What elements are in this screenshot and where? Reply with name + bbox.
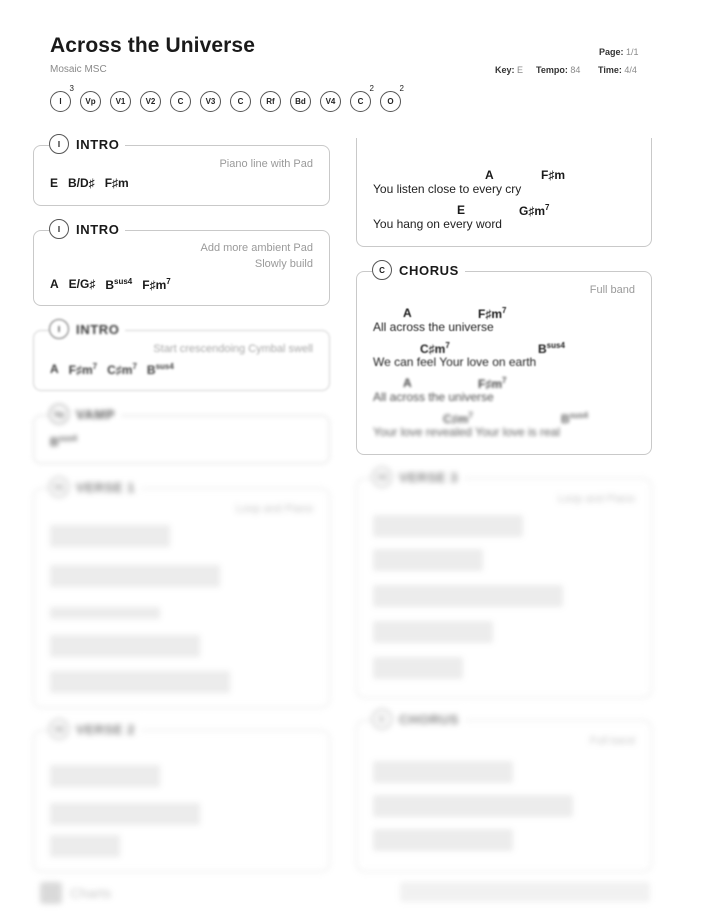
section-badge: I xyxy=(49,219,69,239)
roadmap-chip[interactable]: I 3 xyxy=(50,91,71,112)
footer xyxy=(40,882,111,904)
section-badge: Vp xyxy=(49,404,69,424)
lyric-line: You hang on every word xyxy=(373,217,502,231)
chord: $F♯m^7$ xyxy=(68,362,98,377)
roadmap-chip[interactable]: Rf xyxy=(260,91,281,112)
roadmap-chip[interactable]: C 2 xyxy=(350,91,371,112)
section-note: Start crescendoing Cymbal swell xyxy=(153,343,313,355)
chord: $B^{sus4}$ xyxy=(538,341,565,356)
section-badge: V1 xyxy=(49,477,69,497)
lyric-line: We can feel Your love on earth xyxy=(373,355,537,369)
section-verse-3 xyxy=(356,478,652,698)
section-header xyxy=(49,134,125,154)
lyric-line: All across the universe xyxy=(373,390,494,404)
section-header xyxy=(372,467,464,487)
section-label: CHORUS xyxy=(399,262,459,278)
roadmap-chip[interactable]: Bd xyxy=(290,91,311,112)
lyric-line: Your love revealed Your love is real xyxy=(373,425,561,439)
section-badge: C xyxy=(372,709,392,729)
chord: A xyxy=(50,277,59,291)
section-note: Add more ambient Pad Slowly build xyxy=(200,242,313,270)
section-intro-2 xyxy=(33,230,330,306)
chord: $C♯m^7$ xyxy=(420,341,450,356)
section-header xyxy=(49,219,125,239)
chord: $F♯m^7$ xyxy=(478,376,507,391)
section-label: INTRO xyxy=(76,321,120,337)
section-continuation xyxy=(356,138,652,247)
roadmap-chip[interactable]: O 2 xyxy=(380,91,401,112)
chord: $C♯m^7$ xyxy=(107,362,137,377)
chord: $B^{sus4}$ xyxy=(561,411,588,426)
chord-row xyxy=(50,176,129,190)
section-chorus-2 xyxy=(356,720,652,872)
section-header xyxy=(49,319,125,339)
chord: $B^{sus4}$ xyxy=(105,277,133,292)
chord: F♯m xyxy=(104,176,129,190)
section-label: VERSE 2 xyxy=(76,721,136,737)
section-label: VAMP xyxy=(76,406,115,422)
roadmap-chip[interactable]: C xyxy=(170,91,191,112)
footer-copyright-blur xyxy=(400,882,650,902)
chord: E xyxy=(50,176,59,190)
chord-row xyxy=(50,362,174,377)
section-label: CHORUS xyxy=(399,711,459,727)
time-indicator: Time: 4/4 xyxy=(598,65,637,75)
roadmap-chip[interactable]: Vp xyxy=(80,91,101,112)
section-note: Full band xyxy=(589,284,635,296)
section-intro-1 xyxy=(33,145,330,206)
page-indicator: Page: 1/1 xyxy=(599,47,639,57)
roadmap-chip[interactable]: C xyxy=(230,91,251,112)
song-title: Across the Universe xyxy=(50,34,255,57)
section-badge: I xyxy=(49,134,69,154)
chord: A xyxy=(403,376,412,390)
chord-row xyxy=(50,434,77,449)
roadmap-chip[interactable]: V1 xyxy=(110,91,131,112)
song-artist: Mosaic MSC xyxy=(50,64,107,75)
section-header xyxy=(372,260,465,280)
roadmap-chip[interactable]: V3 xyxy=(200,91,221,112)
chord: A xyxy=(50,362,59,376)
chord: E xyxy=(457,203,466,217)
chord: $B^{sus4}$ xyxy=(146,362,174,377)
roadmap-chip[interactable]: V2 xyxy=(140,91,161,112)
section-note: Full band xyxy=(589,735,635,747)
chord: A xyxy=(485,168,494,182)
section-header xyxy=(372,709,465,729)
chord: $F♯m^7$ xyxy=(478,306,507,321)
roadmap xyxy=(50,84,404,112)
footer-brand: Charts xyxy=(70,885,112,901)
chord: $C♯m^7$ xyxy=(443,411,473,426)
section-badge: V3 xyxy=(372,467,392,487)
section-badge: V2 xyxy=(49,719,69,739)
section-verse-2 xyxy=(33,730,330,872)
section-label: INTRO xyxy=(76,136,120,152)
chord-row xyxy=(50,277,171,292)
chord: $F♯m^7$ xyxy=(142,277,171,292)
section-chorus-1 xyxy=(356,271,652,455)
chord: $G♯m^7$ xyxy=(519,203,550,218)
chord: B/D♯ xyxy=(68,176,95,190)
section-note: Piano line with Pad xyxy=(219,158,313,170)
section-label: INTRO xyxy=(76,221,120,237)
charts-logo-icon xyxy=(40,882,62,904)
chord: A xyxy=(403,306,412,320)
section-note: Loop and Piano xyxy=(235,503,313,515)
section-badge: I xyxy=(49,319,69,339)
lyric-line: All across the universe xyxy=(373,320,494,334)
section-header xyxy=(49,719,141,739)
tempo-indicator: Tempo: 84 xyxy=(536,65,581,75)
chord: E/G♯ xyxy=(68,277,96,291)
section-header xyxy=(49,477,141,497)
key-indicator: Key: E xyxy=(495,65,524,75)
section-header xyxy=(49,404,121,424)
chord: F♯m xyxy=(541,168,565,182)
section-badge: C xyxy=(372,260,392,280)
section-label: VERSE 3 xyxy=(399,469,459,485)
chord: $B^{sus4}$ xyxy=(50,434,77,449)
section-intro-3 xyxy=(33,330,330,391)
section-note: Loop and Piano xyxy=(557,493,635,505)
lyric-line: You listen close to every cry xyxy=(373,182,522,196)
section-label: VERSE 1 xyxy=(76,479,136,495)
roadmap-chip[interactable]: V4 xyxy=(320,91,341,112)
section-verse-1 xyxy=(33,488,330,708)
